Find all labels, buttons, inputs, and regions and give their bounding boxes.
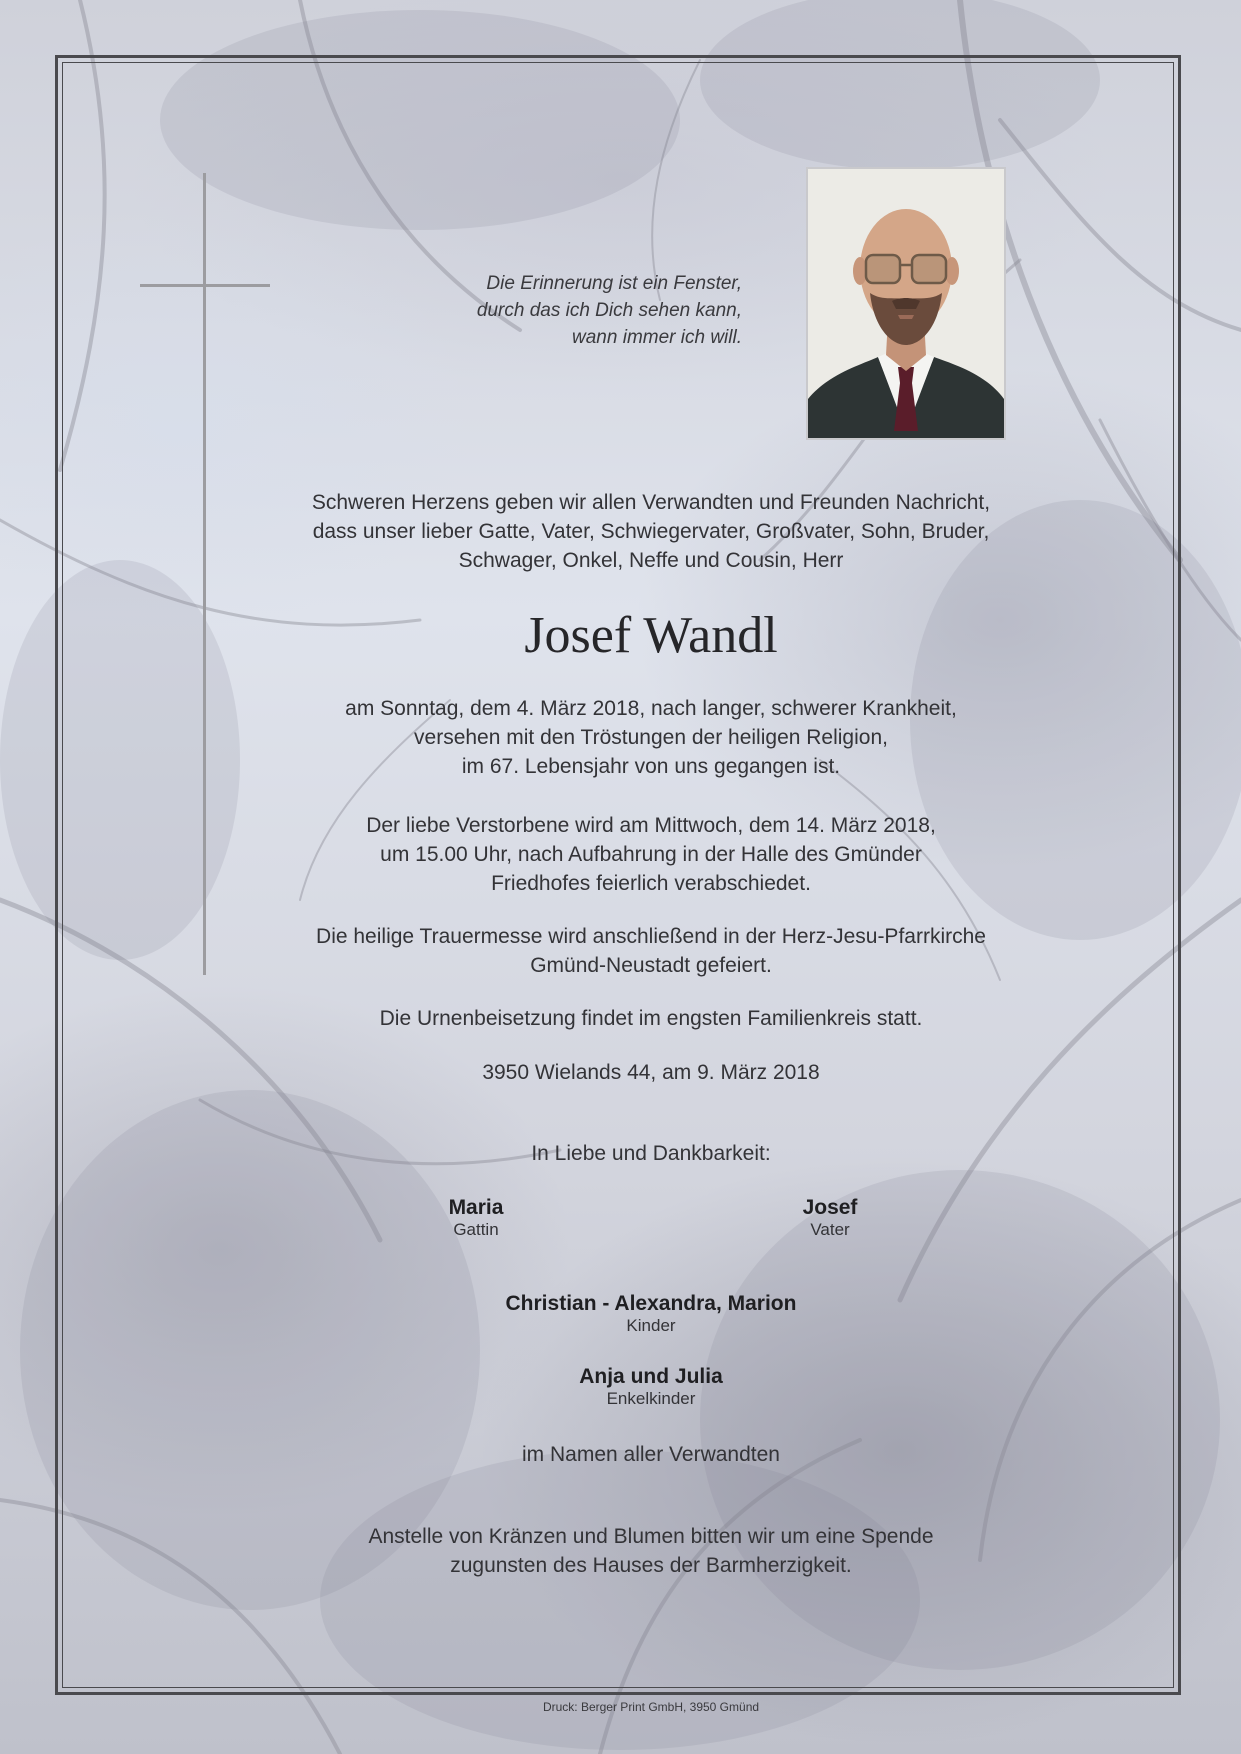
mourner-name: Josef — [802, 1196, 858, 1219]
relatives-note: im Namen aller Verwandten — [522, 1443, 780, 1466]
mourner-role: Vater — [810, 1220, 850, 1239]
mourner-entry — [740, 1196, 920, 1240]
mass-line: Gmünd-Neustadt gefeiert. — [530, 954, 772, 977]
farewell-line: Friedhofes feierlich verabschiedet. — [491, 872, 811, 895]
quote-line: Die Erinnerung ist ein Fenster, — [486, 273, 742, 294]
announcement-intro — [250, 488, 1052, 575]
mourner-name: Anja und Julia — [579, 1365, 723, 1388]
donation-line: zugunsten des Hauses der Barmherzigkeit. — [450, 1554, 852, 1577]
mourner-entry — [400, 1292, 902, 1336]
mourner-name: Maria — [448, 1196, 504, 1219]
farewell-notice — [250, 811, 1052, 898]
mourner-entry — [400, 1365, 902, 1409]
donation-request — [250, 1522, 1052, 1580]
memorial-quote — [380, 270, 742, 351]
death-line: am Sonntag, dem 4. März 2018, nach langer, schwerer Krankheit, — [345, 697, 957, 720]
mourner-role: Kinder — [626, 1316, 676, 1335]
cross-icon — [203, 173, 206, 975]
quote-line: durch das ich Dich sehen kann, — [476, 300, 742, 321]
death-line: im 67. Lebensjahr von uns gegangen ist. — [461, 755, 841, 778]
gratitude-heading: In Liebe und Dankbarkeit: — [531, 1142, 771, 1165]
urn-notice: Die Urnenbeisetzung findet im engsten Familienkreis statt. — [379, 1007, 923, 1030]
printer-credit: Druck: Berger Print GmbH, 3950 Gmünd — [542, 1700, 760, 1714]
mourner-role: Enkelkinder — [606, 1389, 696, 1408]
portrait-photo — [806, 167, 1006, 440]
death-notice — [250, 694, 1052, 781]
mourner-name: Christian - Alexandra, Marion — [505, 1292, 797, 1315]
mass-notice — [250, 922, 1052, 980]
intro-line: dass unser lieber Gatte, Vater, Schwiegervater, Großvater, Sohn, Bruder, — [312, 520, 990, 543]
mourner-role: Gattin — [453, 1220, 499, 1239]
farewell-line: um 15.00 Uhr, nach Aufbahrung in der Halle des Gmünder — [380, 843, 922, 866]
place-date: 3950 Wielands 44, am 9. März 2018 — [482, 1061, 820, 1084]
death-line: versehen mit den Tröstungen der heiligen Religion, — [414, 726, 888, 749]
farewell-line: Der liebe Verstorbene wird am Mittwoch, dem 14. März 2018, — [366, 814, 936, 837]
mourner-entry — [380, 1196, 572, 1240]
donation-line: Anstelle von Kränzen und Blumen bitten wir um eine Spende — [368, 1525, 934, 1548]
quote-line: wann immer ich will. — [572, 327, 742, 348]
intro-line: Schweren Herzens geben wir allen Verwandten und Freunden Nachricht, — [311, 491, 991, 514]
cross-icon-bar — [140, 284, 270, 287]
intro-line: Schwager, Onkel, Neffe und Cousin, Herr — [458, 549, 844, 572]
mass-line: Die heilige Trauermesse wird anschließend in der Herz-Jesu-Pfarrkirche — [316, 925, 986, 948]
deceased-name: Josef Wandl — [524, 607, 778, 664]
